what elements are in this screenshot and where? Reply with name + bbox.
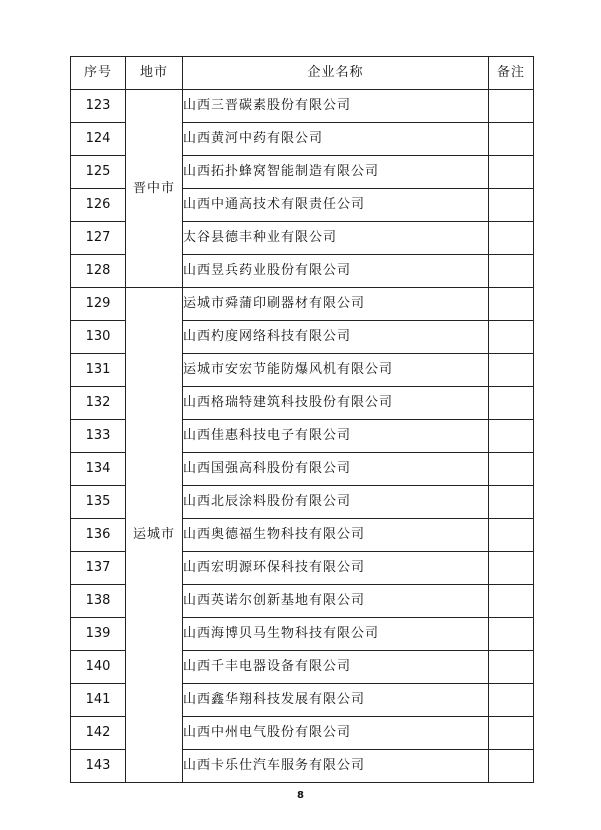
row-number: 131: [71, 354, 126, 387]
row-number: 125: [71, 156, 126, 189]
row-number: 138: [71, 585, 126, 618]
note-cell: [489, 486, 534, 519]
row-number: 136: [71, 519, 126, 552]
note-cell: [489, 255, 534, 288]
note-cell: [489, 651, 534, 684]
company-name: 山西国强高科股份有限公司: [183, 453, 489, 486]
row-number: 129: [71, 288, 126, 321]
table-row: [71, 288, 534, 321]
note-cell: [489, 420, 534, 453]
row-number: 134: [71, 453, 126, 486]
row-number: 140: [71, 651, 126, 684]
row-number: 132: [71, 387, 126, 420]
company-name: 山西中州电气股份有限公司: [183, 717, 489, 750]
row-number: 126: [71, 189, 126, 222]
row-number: 123: [71, 90, 126, 123]
company-name: 运城市舜蒲印刷器材有限公司: [183, 288, 489, 321]
note-cell: [489, 222, 534, 255]
note-cell: [489, 618, 534, 651]
note-cell: [489, 387, 534, 420]
table-body: [71, 90, 534, 783]
company-name: 山西海博贝马生物科技有限公司: [183, 618, 489, 651]
note-cell: [489, 717, 534, 750]
header-name: 企业名称: [183, 57, 489, 90]
city-cell: 晋中市: [126, 90, 183, 288]
row-number: 127: [71, 222, 126, 255]
company-name: 山西昱兵药业股份有限公司: [183, 255, 489, 288]
company-name: 山西杓度网络科技有限公司: [183, 321, 489, 354]
company-name: 山西千丰电器设备有限公司: [183, 651, 489, 684]
note-cell: [489, 453, 534, 486]
company-name: 山西中通高技术有限责任公司: [183, 189, 489, 222]
city-cell: 运城市: [126, 288, 183, 783]
note-cell: [489, 156, 534, 189]
row-number: 141: [71, 684, 126, 717]
enterprise-table: [70, 56, 534, 783]
row-number: 128: [71, 255, 126, 288]
note-cell: [489, 288, 534, 321]
company-name: 山西宏明源环保科技有限公司: [183, 552, 489, 585]
note-cell: [489, 684, 534, 717]
header-note: 备注: [489, 57, 534, 90]
company-name: 山西三晋碳素股份有限公司: [183, 90, 489, 123]
company-name: 太谷县德丰种业有限公司: [183, 222, 489, 255]
company-name: 山西佳惠科技电子有限公司: [183, 420, 489, 453]
company-name: 山西拓扑蜂窝智能制造有限公司: [183, 156, 489, 189]
table-row: [71, 90, 534, 123]
row-number: 143: [71, 750, 126, 783]
note-cell: [489, 519, 534, 552]
company-name: 山西卡乐仕汽车服务有限公司: [183, 750, 489, 783]
header-no: 序号: [71, 57, 126, 90]
row-number: 130: [71, 321, 126, 354]
row-number: 137: [71, 552, 126, 585]
note-cell: [489, 90, 534, 123]
note-cell: [489, 585, 534, 618]
company-name: 山西北辰涂料股份有限公司: [183, 486, 489, 519]
company-name: 山西奥德福生物科技有限公司: [183, 519, 489, 552]
company-name: 山西鑫华翔科技发展有限公司: [183, 684, 489, 717]
note-cell: [489, 189, 534, 222]
note-cell: [489, 750, 534, 783]
company-name: 运城市安宏节能防爆风机有限公司: [183, 354, 489, 387]
note-cell: [489, 123, 534, 156]
company-name: 山西黄河中药有限公司: [183, 123, 489, 156]
header-city: 地市: [126, 57, 183, 90]
page-number: 8: [297, 790, 304, 801]
table-header-row: [71, 57, 534, 90]
note-cell: [489, 552, 534, 585]
row-number: 142: [71, 717, 126, 750]
company-name: 山西英诺尔创新基地有限公司: [183, 585, 489, 618]
company-name: 山西格瑞特建筑科技股份有限公司: [183, 387, 489, 420]
row-number: 135: [71, 486, 126, 519]
note-cell: [489, 354, 534, 387]
row-number: 124: [71, 123, 126, 156]
note-cell: [489, 321, 534, 354]
row-number: 133: [71, 420, 126, 453]
row-number: 139: [71, 618, 126, 651]
